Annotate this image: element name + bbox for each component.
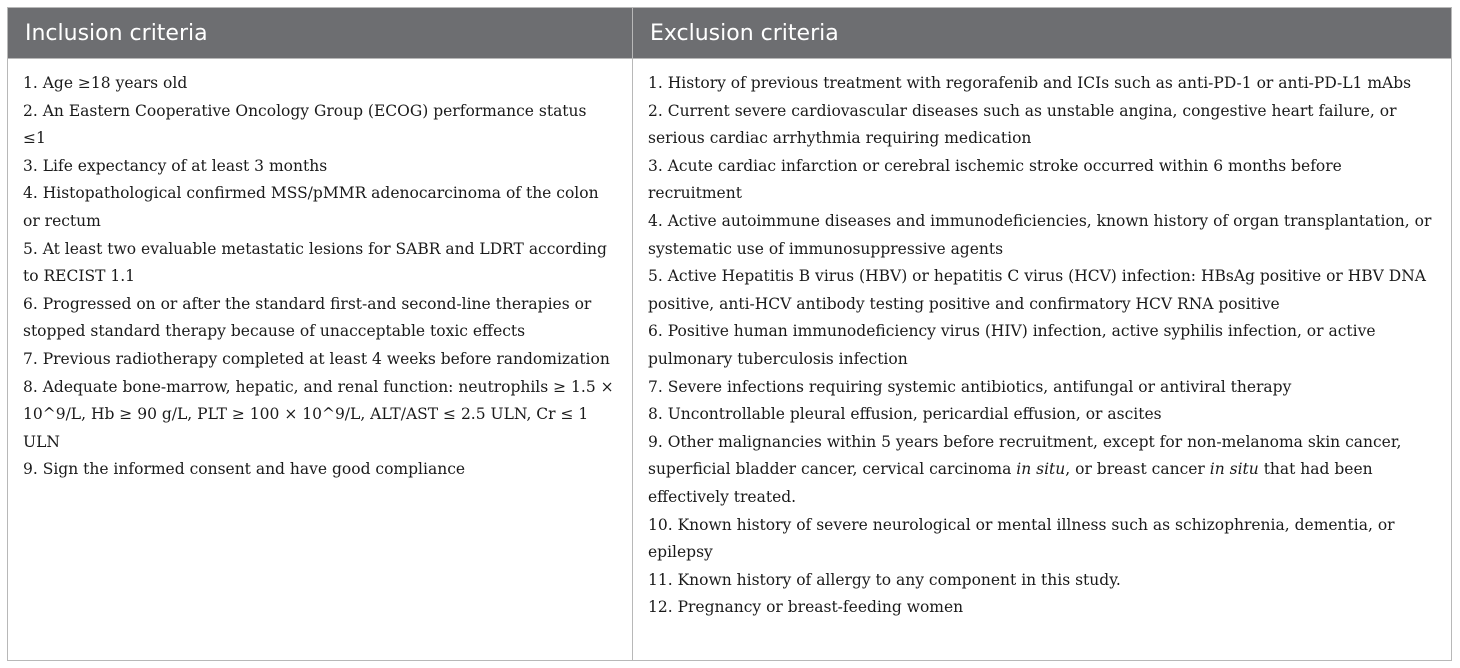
criteria-table	[7, 7, 1452, 661]
exclusion-item	[648, 429, 1433, 512]
exclusion-header: Exclusion criteria	[633, 8, 1452, 59]
exclusion-item-text: , or breast cancer	[1065, 460, 1210, 479]
in-situ-italic: in situ	[1016, 460, 1066, 479]
exclusion-item-text: 9. Other malignancies within 5 years before recruitment, except for non-melanoma skin cancer, superficial bladder cancer, cervical carcinoma	[648, 432, 1402, 479]
inclusion-item: 9. Sign the informed consent and have good compliance	[23, 460, 466, 479]
exclusion-item: 5. Active Hepatitis B virus (HBV) or hepatitis C virus (HCV) infection: HBsAg positive or HBV DNA positive, anti-HCV antibody testing positive and confirmatory HCV RNA positive	[648, 267, 1426, 313]
exclusion-item: 2. Current severe cardiovascular diseases such as unstable angina, congestive heart failure, or serious cardiac arrhythmia requiring medication	[648, 101, 1397, 148]
inclusion-item: 6. Progressed on or after the standard first-and second-line therapies or stopped standard therapy because of unacceptable toxic effects	[23, 294, 592, 341]
criteria-row	[8, 59, 1452, 661]
exclusion-item: 8. Uncontrollable pleural effusion, pericardial effusion, or ascites	[648, 405, 1162, 424]
exclusion-item: 11. Known history of allergy to any component in this study.	[648, 570, 1121, 589]
exclusion-item: 7. Severe infections requiring systemic antibiotics, antifungal or antiviral therapy	[648, 377, 1292, 396]
inclusion-item: 7. Previous radiotherapy completed at least 4 weeks before randomization	[23, 349, 610, 368]
exclusion-item: 6. Positive human immunodeficiency virus (HIV) infection, active syphilis infection, or active pulmonary tuberculosis infection	[648, 322, 1376, 368]
inclusion-item: 2. An Eastern Cooperative Oncology Group (ECOG) performance status ≤1	[23, 101, 587, 148]
inclusion-header: Inclusion criteria	[8, 8, 633, 59]
header-row	[8, 8, 1452, 59]
exclusion-item: 12. Pregnancy or breast-feeding women	[648, 598, 964, 617]
exclusion-cell	[633, 59, 1452, 661]
exclusion-item-text: that had been effectively treated.	[648, 460, 1373, 506]
inclusion-item: 1. Age ≥18 years old	[23, 74, 188, 92]
in-situ-italic: in situ	[1209, 460, 1259, 479]
exclusion-item: 10. Known history of severe neurological or mental illness such as schizophrenia, dementia, or epilepsy	[648, 515, 1395, 562]
exclusion-item: 1. History of previous treatment with regorafenib and ICIs such as anti-PD-1 or anti-PD-L1 mAbs	[648, 74, 1412, 92]
exclusion-item: 4. Active autoimmune diseases and immunodeficiencies, known history of organ transplantation, or systematic use of immunosuppressive agents	[648, 211, 1432, 258]
inclusion-item: 4. Histopathological confirmed MSS/pMMR adenocarcinoma of the colon or rectum	[23, 184, 599, 230]
inclusion-item: 5. At least two evaluable metastatic lesions for SABR and LDRT according to RECIST 1.1	[23, 239, 607, 286]
inclusion-item: 3. Life expectancy of at least 3 months	[23, 156, 328, 175]
inclusion-item: 8. Adequate bone-marrow, hepatic, and renal function: neutrophils ≥ 1.5 × 10^9/L, Hb ≥ 90 g/L, PLT ≥ 100 × 10^9/L, ALT/AST ≤ 2.5 ULN, Cr ≤ 1 ULN	[23, 377, 614, 451]
exclusion-item: 3. Acute cardiac infarction or cerebral ischemic stroke occurred within 6 months before recruitment	[648, 156, 1342, 203]
inclusion-cell	[8, 59, 633, 661]
